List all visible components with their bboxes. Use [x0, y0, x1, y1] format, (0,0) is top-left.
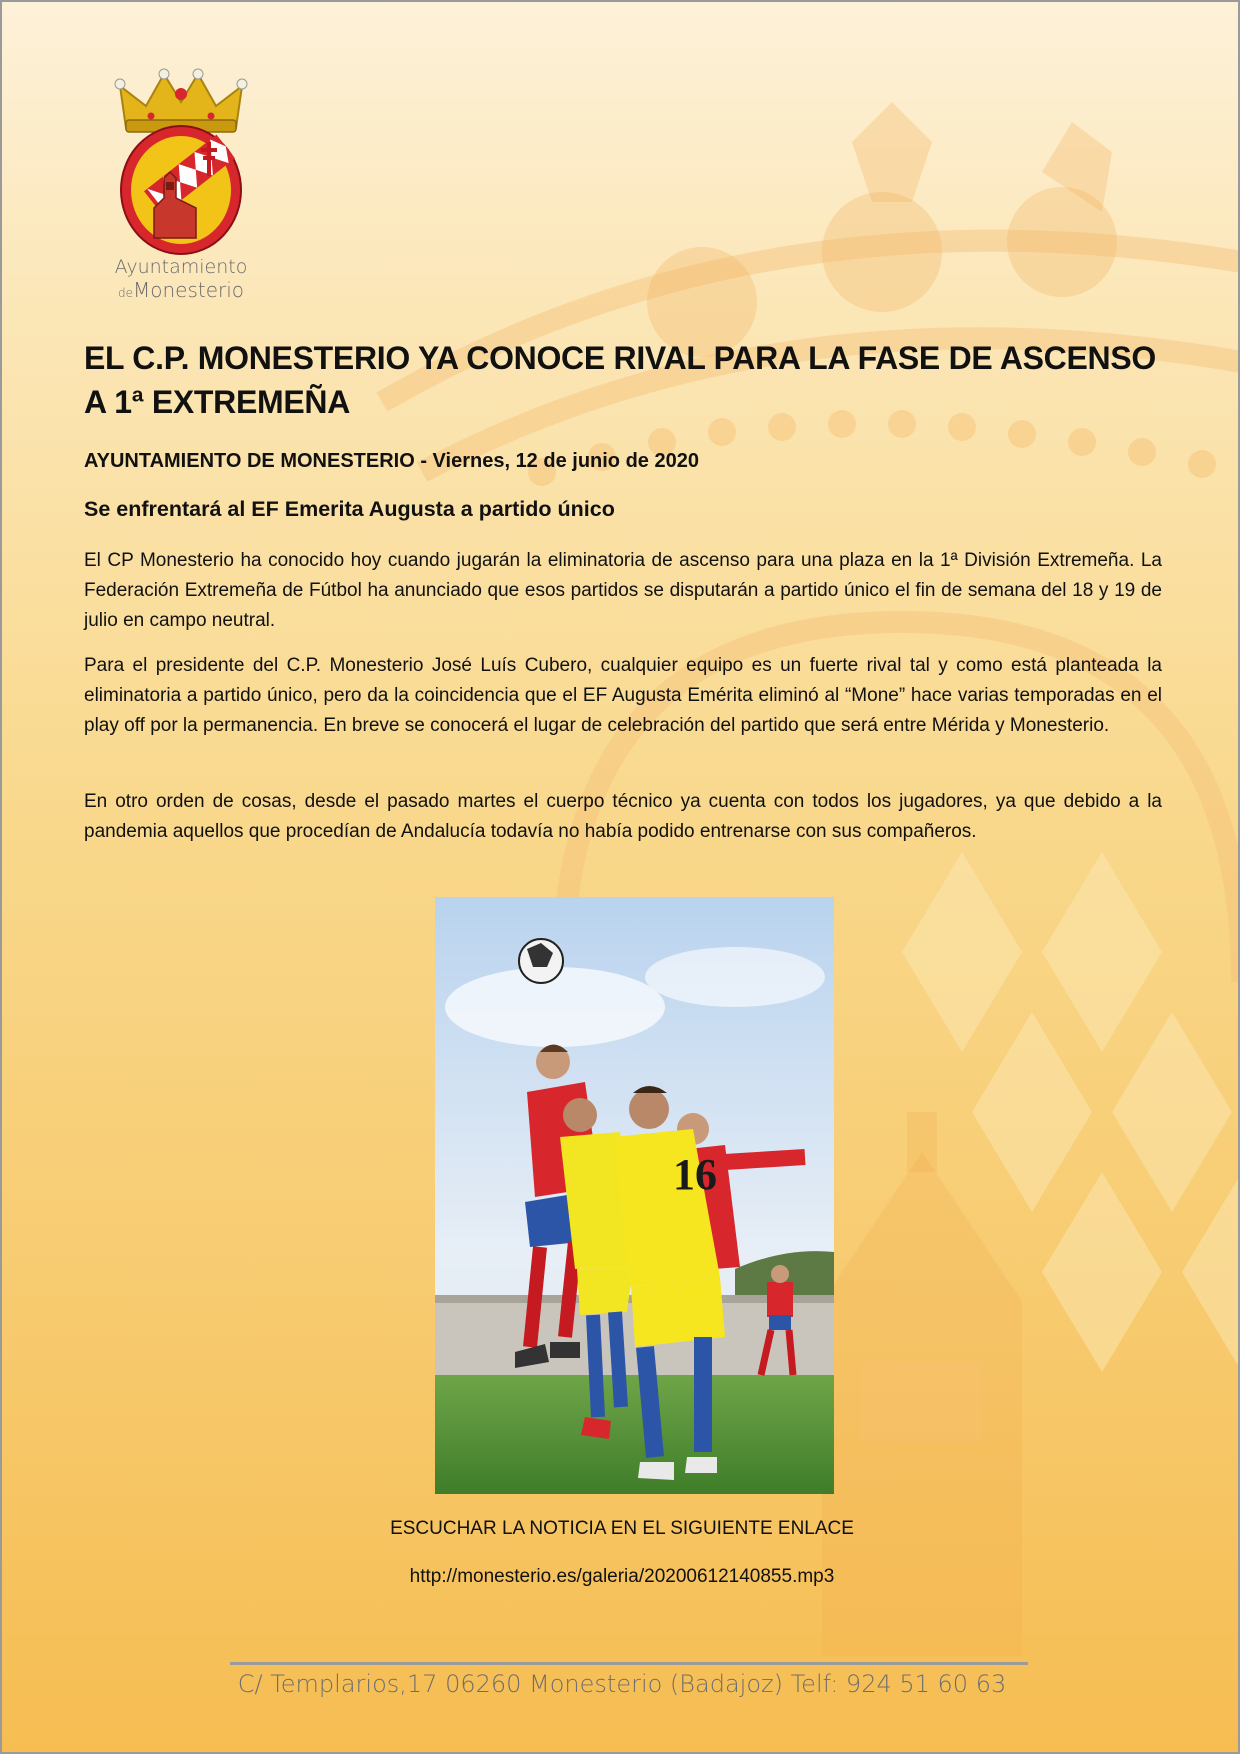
article-headline: EL C.P. MONESTERIO YA CONOCE RIVAL PARA LA FASE DE ASCENSO A 1ª EXTREMEÑA	[84, 340, 1156, 420]
article-paragraph: En otro orden de cosas, desde el pasado martes el cuerpo técnico ya cuenta con todos los jugadores, ya que debido a la pandemia aquellos que procedían de Andalucía todavía no había podido entrenarse con sus compañeros.	[84, 791, 1162, 842]
article-paragraph: Para el presidente del C.P. Monesterio José Luís Cubero, cualquier equipo es un fuerte rival tal y como está planteada la eliminatoria a partido único, pero da la coincidencia que el EF Augusta Emérita eliminó al “Mone” hace varias temporadas en el play off por la permanencia. En breve se conocerá el lugar de celebración del partido que será entre Mérida y Monesterio.	[84, 655, 1162, 736]
photo-jersey-number: 16	[673, 1150, 717, 1199]
article-byline: AYUNTAMIENTO DE MONESTERIO - Viernes, 12 de junio de 2020	[84, 450, 699, 472]
coat-of-arms-icon	[106, 68, 256, 258]
logo-text-de: de	[117, 286, 133, 300]
listen-label: ESCUCHAR LA NOTICIA EN EL SIGUIENTE ENLACE	[390, 1518, 854, 1539]
logo-text-monesterio	[106, 278, 256, 302]
logo-text-monesterio-word: Monesterio	[132, 278, 245, 302]
article-subtitle: Se enfrentará al EF Emerita Augusta a partido único	[84, 497, 615, 521]
footer-divider	[230, 1662, 1028, 1665]
municipal-logo	[106, 68, 256, 302]
football-match-photo	[435, 897, 834, 1494]
article-paragraph: El CP Monesterio ha conocido hoy cuando jugarán la eliminatoria de ascenso para una plaza en la 1ª División Extremeña. La Federación Extremeña de Fútbol ha anunciado que esos partidos se disputarán a partido único el fin de semana del 18 y 19 de julio en campo neutral.	[84, 550, 1162, 631]
logo-text-ayuntamiento: Ayuntamiento	[114, 256, 248, 278]
audio-link[interactable]: http://monesterio.es/galeria/20200612140855.mp3	[409, 1566, 835, 1587]
footer-address: C/ Templarios,17 06260 Monesterio (Badajoz) Telf: 924 51 60 63	[237, 1670, 1007, 1698]
